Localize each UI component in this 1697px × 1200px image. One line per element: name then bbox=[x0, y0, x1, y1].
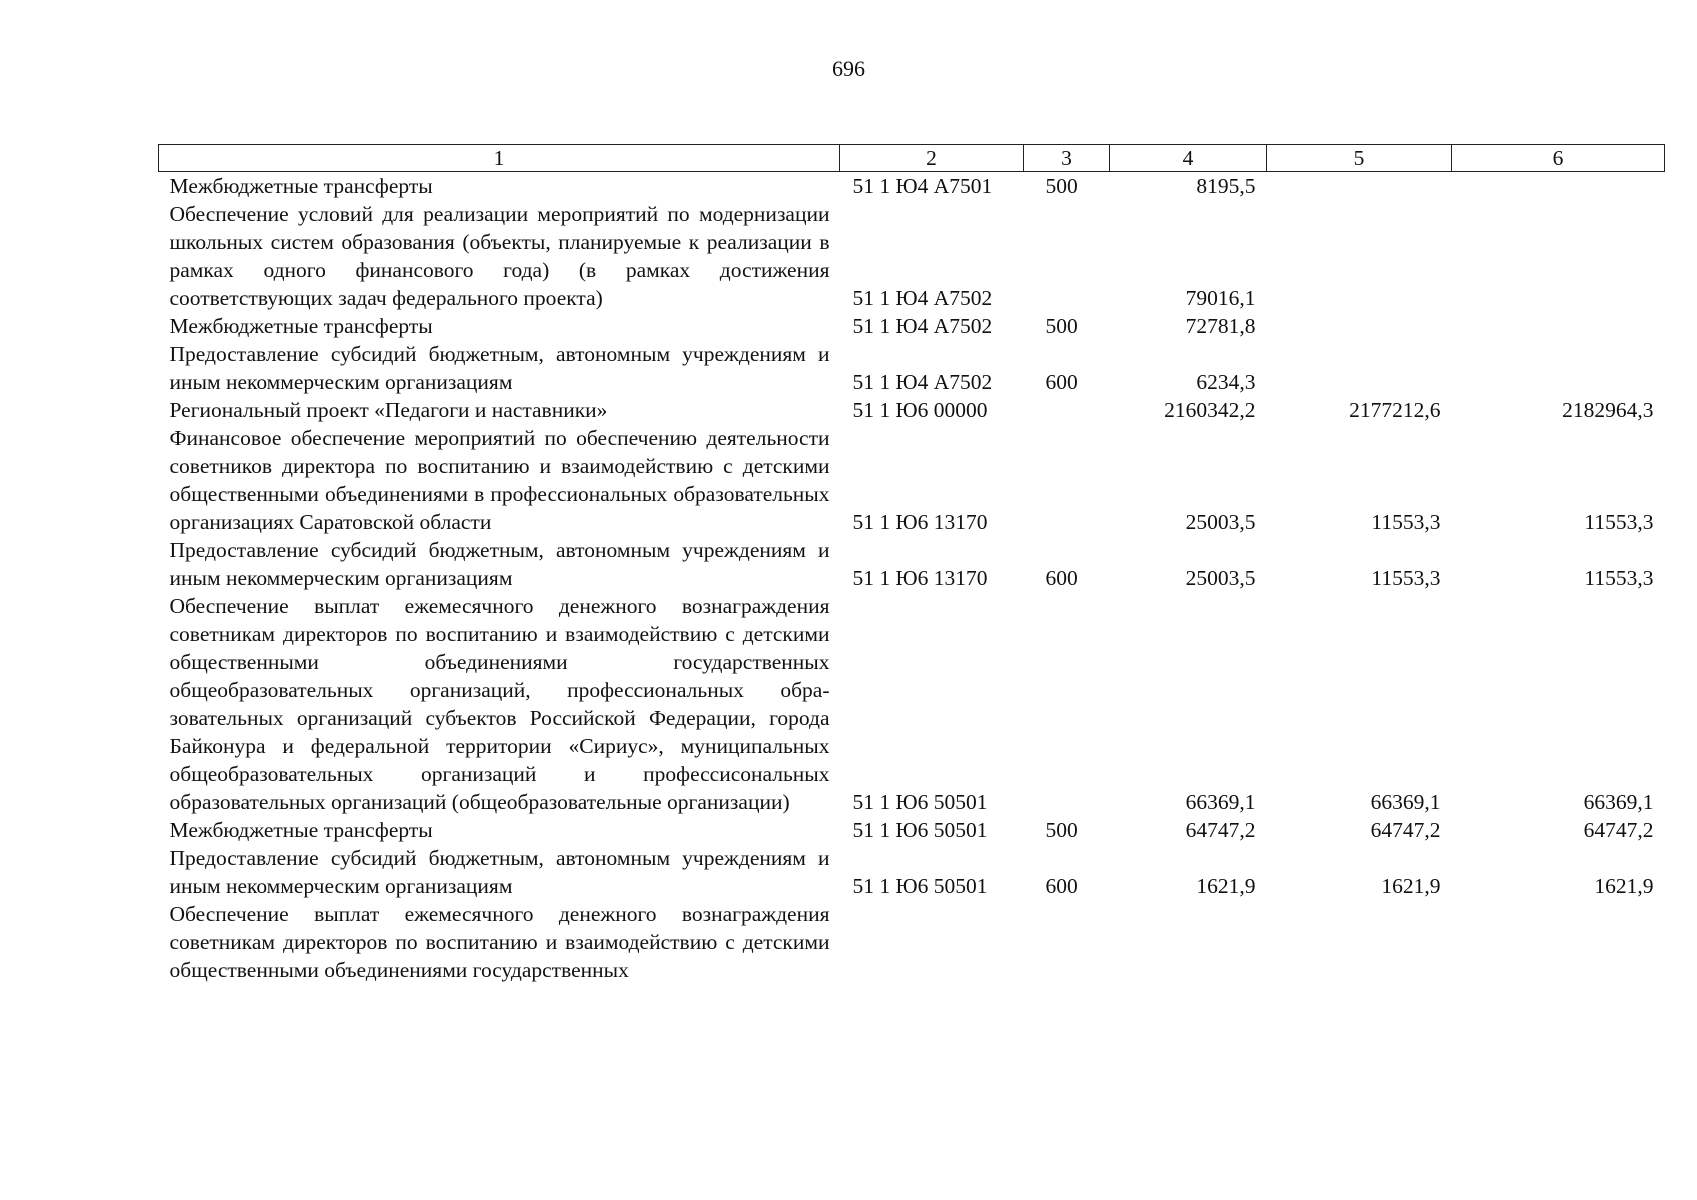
row-expense-type bbox=[1024, 592, 1110, 816]
row-value-col5 bbox=[1267, 900, 1452, 984]
table-row bbox=[159, 396, 1665, 424]
table-row bbox=[159, 200, 1665, 312]
row-expense-type: 500 bbox=[1045, 314, 1078, 338]
row-name: Региональный проект «Педагоги и наставники» bbox=[169, 398, 608, 422]
row-expense-type: 600 bbox=[1045, 566, 1078, 590]
row-value-col4: 79016,1 bbox=[1185, 286, 1256, 310]
column-header-4: 4 bbox=[1110, 145, 1267, 172]
row-value-col5: 64747,2 bbox=[1370, 818, 1441, 842]
table-row bbox=[159, 816, 1665, 844]
row-value-col4: 25003,5 bbox=[1185, 566, 1256, 590]
row-value-col6 bbox=[1452, 312, 1665, 340]
row-value-col5: 1621,9 bbox=[1381, 874, 1441, 898]
table-header-row bbox=[159, 145, 1665, 172]
row-expense-type: 600 bbox=[1045, 370, 1078, 394]
row-expense-type bbox=[1024, 200, 1110, 312]
column-header-3: 3 bbox=[1024, 145, 1110, 172]
table-row bbox=[159, 592, 1665, 816]
table-row bbox=[159, 424, 1665, 536]
row-name: Межбюджетные трансферты bbox=[169, 174, 433, 198]
row-value-col4: 64747,2 bbox=[1185, 818, 1256, 842]
row-code: 51 1 Ю6 50501 bbox=[852, 790, 988, 814]
row-value-col4: 8195,5 bbox=[1196, 174, 1256, 198]
row-name: Межбюджетные трансферты bbox=[169, 314, 433, 338]
table-row bbox=[159, 900, 1665, 984]
table-row bbox=[159, 340, 1665, 396]
row-value-col5 bbox=[1267, 200, 1452, 312]
row-value-col4: 72781,8 bbox=[1185, 314, 1256, 338]
row-code: 51 1 Ю4 А7502 bbox=[852, 286, 993, 310]
row-expense-type: 500 bbox=[1045, 174, 1078, 198]
column-header-5: 5 bbox=[1267, 145, 1452, 172]
row-code: 51 1 Ю4 А7502 bbox=[852, 370, 993, 394]
table-row bbox=[159, 312, 1665, 340]
row-code: 51 1 Ю4 А7502 bbox=[852, 314, 993, 338]
row-expense-type bbox=[1024, 424, 1110, 536]
row-value-col5 bbox=[1267, 172, 1452, 201]
row-value-col4 bbox=[1110, 900, 1267, 984]
row-name: Обеспечение выплат ежемесячного денежного вознаграждения советникам директоров по воспитанию и взаимодействию с детскими общественными объединениями государственных bbox=[169, 902, 830, 982]
row-value-col6 bbox=[1452, 340, 1665, 396]
row-name: Предоставление субсидий бюджетным, автономным учреждениям и иным некоммерческим организациям bbox=[169, 342, 830, 394]
row-name: Обеспечение условий для реализации мероприятий по модернизации школьных систем образования (объекты, планируемые к реализации в рамках одного финансового года) (в рамках достижения соответствующих задач федерального проекта) bbox=[169, 202, 830, 310]
row-value-col6 bbox=[1452, 200, 1665, 312]
row-code: 51 1 Ю6 00000 bbox=[852, 398, 988, 422]
row-code: 51 1 Ю6 13170 bbox=[852, 566, 988, 590]
row-value-col4: 2160342,2 bbox=[1164, 398, 1256, 422]
row-expense-type: 500 bbox=[1045, 818, 1078, 842]
row-name: Предоставление субсидий бюджетным, автономным учреждениям и иным некоммерческим организациям bbox=[169, 846, 830, 898]
row-value-col5 bbox=[1267, 340, 1452, 396]
column-header-6: 6 bbox=[1452, 145, 1665, 172]
row-value-col5: 11553,3 bbox=[1371, 566, 1441, 590]
row-expense-type bbox=[1024, 396, 1110, 424]
row-expense-type bbox=[1024, 900, 1110, 984]
row-code: 51 1 Ю6 50501 bbox=[852, 874, 988, 898]
row-name: Предоставление субсидий бюджетным, автономным учреждениям и иным некоммерческим организациям bbox=[169, 538, 830, 590]
row-name: Финансовое обеспечение мероприятий по обеспечению деятельности советников директора по воспитанию и взаимодействию с детскими общественными объединениями в профессиональных образовательных организациях Саратовской области bbox=[169, 426, 830, 534]
row-value-col6: 1621,9 bbox=[1594, 874, 1654, 898]
row-code bbox=[840, 900, 1024, 984]
row-value-col6: 64747,2 bbox=[1583, 818, 1654, 842]
page-number: 696 bbox=[832, 56, 865, 81]
row-name: Межбюджетные трансферты bbox=[169, 818, 433, 842]
row-value-col5 bbox=[1267, 312, 1452, 340]
table-row bbox=[159, 172, 1665, 201]
row-value-col6 bbox=[1452, 900, 1665, 984]
budget-table bbox=[158, 144, 1665, 984]
row-value-col4: 66369,1 bbox=[1185, 790, 1256, 814]
row-value-col5: 66369,1 bbox=[1370, 790, 1441, 814]
row-value-col4: 25003,5 bbox=[1185, 510, 1256, 534]
row-code: 51 1 Ю4 А7501 bbox=[852, 174, 993, 198]
row-value-col6 bbox=[1452, 172, 1665, 201]
row-value-col6: 11553,3 bbox=[1584, 510, 1654, 534]
column-header-2: 2 bbox=[840, 145, 1024, 172]
column-header-1: 1 bbox=[159, 145, 840, 172]
table-row bbox=[159, 844, 1665, 900]
row-value-col5: 2177212,6 bbox=[1349, 398, 1441, 422]
row-expense-type: 600 bbox=[1045, 874, 1078, 898]
row-value-col5: 11553,3 bbox=[1371, 510, 1441, 534]
row-code: 51 1 Ю6 50501 bbox=[852, 818, 988, 842]
row-value-col4: 6234,3 bbox=[1196, 370, 1256, 394]
row-value-col6: 66369,1 bbox=[1583, 790, 1654, 814]
row-value-col6: 2182964,3 bbox=[1562, 398, 1654, 422]
row-code: 51 1 Ю6 13170 bbox=[852, 510, 988, 534]
row-name: Обеспечение выплат ежемесячного денежного вознаграждения советникам директоров по воспитанию и взаимодействию с детскими общественными объединениями государственных общеобразовательных организаций, профессиональных образовательных организаций субъектов Российской Федерации, города Байконура и федеральной территории «Сириус», муниципальных общеобразовательных организаций и профессисональных образовательных организаций (общеобразовательные организации) bbox=[169, 594, 830, 814]
table-row bbox=[159, 536, 1665, 592]
row-value-col4: 1621,9 bbox=[1196, 874, 1256, 898]
row-value-col6: 11553,3 bbox=[1584, 566, 1654, 590]
